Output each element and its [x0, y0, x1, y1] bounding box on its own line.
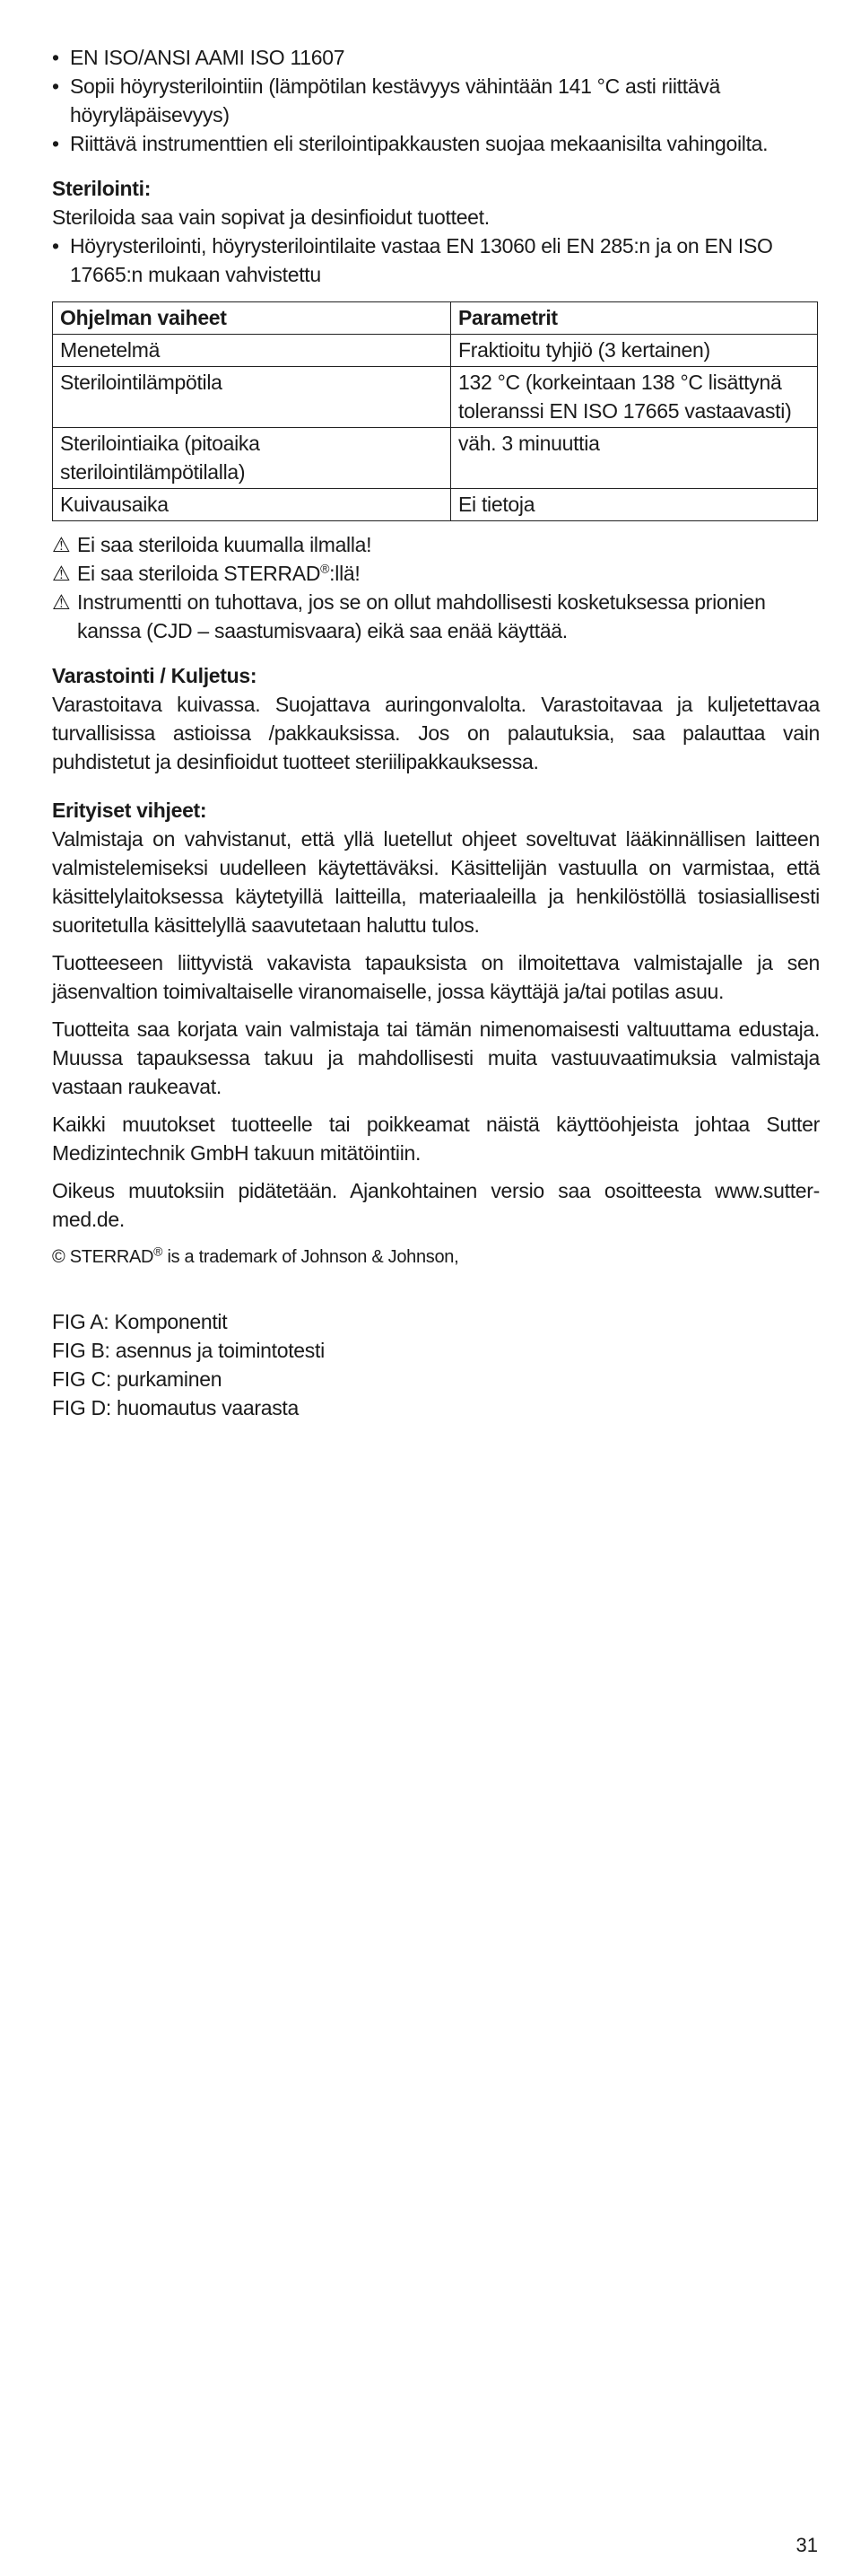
warning-prion: ⚠ Instrumentti on tuhottava, jos se on ollut mahdollisesti kosketuksessa prionien kanssa (CJD – saastumisvaara) eikä saa enää käyttää.	[52, 588, 820, 645]
list-item: • Riittävä instrumenttien eli sterilointipakkausten suojaa mekaanisilta vahingoilta.	[52, 129, 820, 158]
list-item: • Sopii höyrysterilointiin (lämpötilan kestävyys vähintään 141 °C asti riittävä höyryläpäisevyys)	[52, 72, 820, 129]
warning-hot-air: ⚠ Ei saa steriloida kuumalla ilmalla!	[52, 530, 820, 559]
page-number: 31	[795, 2534, 818, 2556]
warning-triangle-icon: ⚠	[52, 562, 71, 585]
figure-caption: FIG B: asennus ja toimintotesti	[52, 1339, 325, 1362]
list-item: • Höyrysterilointi, höyrysterilointilaite vastaa EN 13060 eli EN 285:n ja on EN ISO 17665:n mukaan vahvistettu	[52, 231, 820, 289]
bullet-icon: •	[52, 132, 59, 155]
table-cell: väh. 3 minuuttia	[451, 428, 818, 489]
bullet-icon: •	[52, 234, 59, 258]
table-row	[53, 367, 818, 428]
sterilization-parameters-table	[52, 301, 818, 521]
table-cell: Ei tietoja	[451, 489, 818, 521]
table-row	[53, 335, 818, 367]
figure-caption: FIG C: purkaminen	[52, 1367, 222, 1391]
storage-text: Varastoitava kuivassa. Suojattava auringonvalolta. Varastoitavaa ja kuljetettavaa turvallisissa astioissa /pakkauksissa. Jos on palautuksia, saa palauttaa vain puhdistetut ja desinfioidut tuotteet steriilipakkauksessa.	[52, 693, 820, 773]
bullet-icon: •	[52, 74, 59, 98]
storage-heading: Varastointi / Kuljetus:	[52, 664, 257, 687]
table-header-cell: Ohjelman vaiheet	[53, 302, 451, 335]
registered-mark: ®	[320, 561, 330, 576]
table-header-row	[53, 302, 818, 335]
special-notes-paragraph: Tuotteeseen liittyvistä vakavista tapauksista on ilmoitettava valmistajalle ja sen jäsenvaltion toimivaltaiselle viranomaiselle, jossa käyttäjä ja/tai potilas asuu.	[52, 951, 820, 1003]
special-notes-heading: Erityiset vihjeet:	[52, 799, 207, 822]
sterilization-heading: Sterilointi:	[52, 177, 152, 200]
table-cell: Sterilointiaika (pitoaika sterilointilämpötilalla)	[53, 428, 451, 489]
warning-sterrad: ⚠ Ei saa steriloida STERRAD®:llä!	[52, 559, 820, 588]
figure-list	[52, 1307, 820, 1422]
figure-caption: FIG A: Komponentit	[52, 1310, 228, 1333]
sterilization-bullet-list	[52, 231, 820, 289]
table-cell: Fraktioitu tyhjiö (3 kertainen)	[451, 335, 818, 367]
warning-triangle-icon: ⚠	[52, 533, 71, 556]
trademark-notice: © STERRAD® is a trademark of Johnson & Johnson,	[52, 1244, 459, 1267]
table-cell: Menetelmä	[53, 335, 451, 367]
figure-caption: FIG D: huomautus vaarasta	[52, 1396, 300, 1419]
table-cell: Sterilointilämpötila	[53, 367, 451, 428]
special-notes-paragraph: Tuotteita saa korjata vain valmistaja tai tämän nimenomaisesti valtuuttama edustaja. Muussa tapauksessa takuu ja mahdollisesti muita vastuuvaatimuksia valmistaja vastaan raukeavat.	[52, 1017, 820, 1098]
special-notes-paragraph: Valmistaja on vahvistanut, että yllä luetellut ohjeet soveltuvat lääkinnällisen laitteen valmistelemiseksi uudelleen käytettäväksi. Käsittelijän vastuulla on varmistaa, että käsittelylaitoksessa käytetyillä laitteilla, materiaaleilla ja henkilöstöllä tosiasiallisesti suoritetulla käsittelyllä saavutetaan haluttu tulos.	[52, 827, 820, 937]
document-page	[52, 43, 820, 1422]
warning-triangle-icon: ⚠	[52, 590, 71, 614]
table-cell: 132 °C (korkeintaan 138 °C lisättynä toleranssi EN ISO 17665 vastaavasti)	[451, 367, 818, 428]
registered-mark: ®	[153, 1244, 163, 1259]
list-item: • EN ISO/ANSI AAMI ISO 11607	[52, 43, 820, 72]
table-row	[53, 489, 818, 521]
table-row	[53, 428, 818, 489]
special-notes-paragraph: Oikeus muutoksiin pidätetään. Ajankohtainen versio saa osoitteesta www.sutter-med.de.	[52, 1179, 820, 1231]
table-header-cell: Parametrit	[451, 302, 818, 335]
table-cell: Kuivausaika	[53, 489, 451, 521]
intro-bullet-list	[52, 43, 820, 158]
special-notes-paragraph: Kaikki muutokset tuotteelle tai poikkeamat näistä käyttöohjeista johtaa Sutter Medizintechnik GmbH takuun mitätöintiin.	[52, 1113, 820, 1165]
sterilization-text: Steriloida saa vain sopivat ja desinfioidut tuotteet.	[52, 205, 490, 229]
bullet-icon: •	[52, 46, 59, 69]
